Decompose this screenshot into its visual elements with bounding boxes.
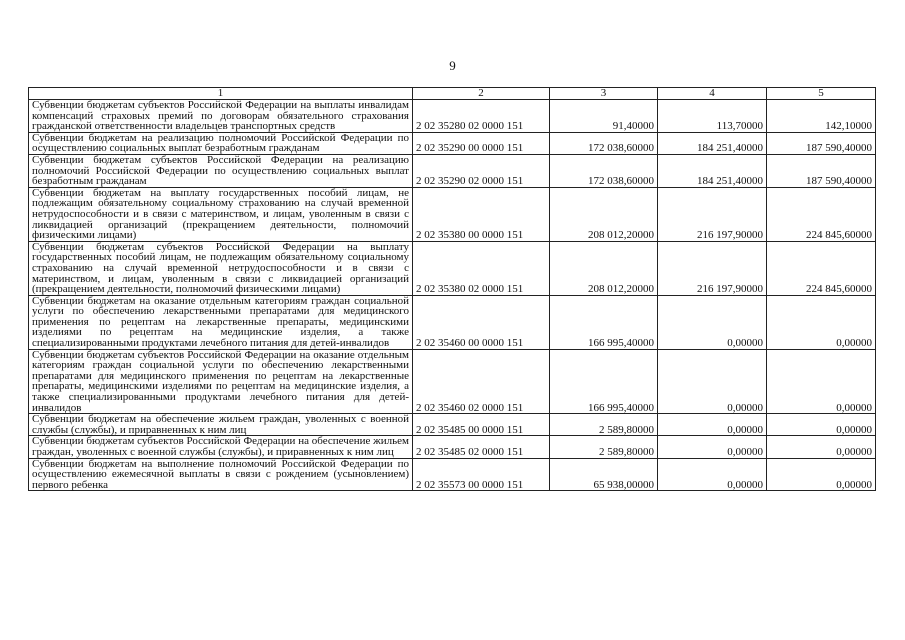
budget-table [28, 87, 876, 491]
column-header-4: 4 [658, 88, 767, 100]
row-value-col5: 224 845,60000 [767, 187, 876, 241]
row-value-col3: 2 589,80000 [550, 436, 658, 458]
row-budget-code: 2 02 35290 02 0000 151 [413, 154, 550, 187]
row-budget-code: 2 02 35460 00 0000 151 [413, 295, 550, 349]
row-value-col3: 91,40000 [550, 100, 658, 133]
table-row [29, 187, 876, 241]
table-row [29, 154, 876, 187]
row-value-col4: 216 197,90000 [658, 241, 767, 295]
column-header-1: 1 [29, 88, 413, 100]
row-budget-code: 2 02 35460 02 0000 151 [413, 349, 550, 414]
table-row [29, 132, 876, 154]
row-value-col5: 0,00000 [767, 295, 876, 349]
row-value-col5: 0,00000 [767, 436, 876, 458]
row-value-col4: 0,00000 [658, 436, 767, 458]
row-value-col3: 208 012,20000 [550, 241, 658, 295]
page-number: 9 [449, 58, 456, 73]
row-value-col5: 0,00000 [767, 458, 876, 491]
table-row [29, 349, 876, 414]
row-value-col4: 0,00000 [658, 349, 767, 414]
row-description: Субвенции бюджетам субъектов Российской Федерации на реализацию полномочий Российской Федерации по осуществлению социальных выплат безработным гражданам [29, 154, 413, 187]
row-description: Субвенции бюджетам субъектов Российской Федерации на выплату государственных пособий лицам, не подлежащим обязательному социальному страхованию на случай временной нетрудоспособности и в связи с материнством, и лицам, уволенным в связи с ликвидацией организаций (прекращением деятельности, полномочий физическими лицами) [29, 241, 413, 295]
row-description: Субвенции бюджетам на обеспечение жильем граждан, уволенных с военной службы (службы), и приравненных к ним лиц [29, 414, 413, 436]
table-row [29, 100, 876, 133]
column-header-5: 5 [767, 88, 876, 100]
table-row [29, 436, 876, 458]
row-budget-code: 2 02 35380 02 0000 151 [413, 241, 550, 295]
table-row [29, 241, 876, 295]
table-row [29, 295, 876, 349]
row-description: Субвенции бюджетам на выполнение полномочий Российской Федерации по осуществлению ежемесячной выплаты в связи с рождением (усыновлением) первого ребенка [29, 458, 413, 491]
row-budget-code: 2 02 35380 00 0000 151 [413, 187, 550, 241]
row-value-col3: 166 995,40000 [550, 349, 658, 414]
row-value-col4: 216 197,90000 [658, 187, 767, 241]
row-value-col4: 184 251,40000 [658, 154, 767, 187]
row-value-col3: 208 012,20000 [550, 187, 658, 241]
row-description: Субвенции бюджетам на реализацию полномочий Российской Федерации по осуществлению социальных выплат безработным гражданам [29, 132, 413, 154]
row-budget-code: 2 02 35290 00 0000 151 [413, 132, 550, 154]
row-budget-code: 2 02 35573 00 0000 151 [413, 458, 550, 491]
row-value-col5: 0,00000 [767, 414, 876, 436]
row-value-col5: 142,10000 [767, 100, 876, 133]
row-description: Субвенции бюджетам субъектов Российской Федерации на оказание отдельным категориям граждан социальной услуги по обеспечению лекарственными препаратами для медицинского применения по рецептам на лекарственные препараты, медицинскими изделиями по рецептам на медицинские изделия, а также специализированными продуктами лечебного питания для детей-инвалидов [29, 349, 413, 414]
row-value-col3: 166 995,40000 [550, 295, 658, 349]
row-value-col3: 172 038,60000 [550, 154, 658, 187]
row-value-col4: 0,00000 [658, 295, 767, 349]
column-header-3: 3 [550, 88, 658, 100]
table-header-row [29, 88, 876, 100]
row-budget-code: 2 02 35485 02 0000 151 [413, 436, 550, 458]
row-budget-code: 2 02 35485 00 0000 151 [413, 414, 550, 436]
row-value-col3: 172 038,60000 [550, 132, 658, 154]
row-value-col4: 184 251,40000 [658, 132, 767, 154]
row-value-col5: 187 590,40000 [767, 154, 876, 187]
table-row [29, 458, 876, 491]
row-description: Субвенции бюджетам на выплату государственных пособий лицам, не подлежащим обязательному социальному страхованию на случай временной нетрудоспособности и в связи с материнством, и лицам, уволенным в связи с ликвидацией организаций (прекращением деятельности, полномочий физическими лицами) [29, 187, 413, 241]
row-description: Субвенции бюджетам субъектов Российской Федерации на выплаты инвалидам компенсаций страховых премий по договорам обязательного страхования гражданской ответственности владельцев транспортных средств [29, 100, 413, 133]
table-row [29, 414, 876, 436]
row-value-col5: 224 845,60000 [767, 241, 876, 295]
row-description: Субвенции бюджетам на оказание отдельным категориям граждан социальной услуги по обеспечению лекарственными препаратами для медицинского применения по рецептам на лекарственные препараты, медицинскими изделиями по рецептам на медицинские изделия, а также специализированными продуктами лечебного питания для детей-инвалидов [29, 295, 413, 349]
column-header-2: 2 [413, 88, 550, 100]
row-value-col4: 0,00000 [658, 414, 767, 436]
row-budget-code: 2 02 35280 02 0000 151 [413, 100, 550, 133]
row-value-col3: 2 589,80000 [550, 414, 658, 436]
row-value-col5: 0,00000 [767, 349, 876, 414]
row-value-col3: 65 938,00000 [550, 458, 658, 491]
row-value-col4: 0,00000 [658, 458, 767, 491]
row-description: Субвенции бюджетам субъектов Российской Федерации на обеспечение жильем граждан, уволенных с военной службы (службы), и приравненных к ним лиц [29, 436, 413, 458]
row-value-col5: 187 590,40000 [767, 132, 876, 154]
row-value-col4: 113,70000 [658, 100, 767, 133]
